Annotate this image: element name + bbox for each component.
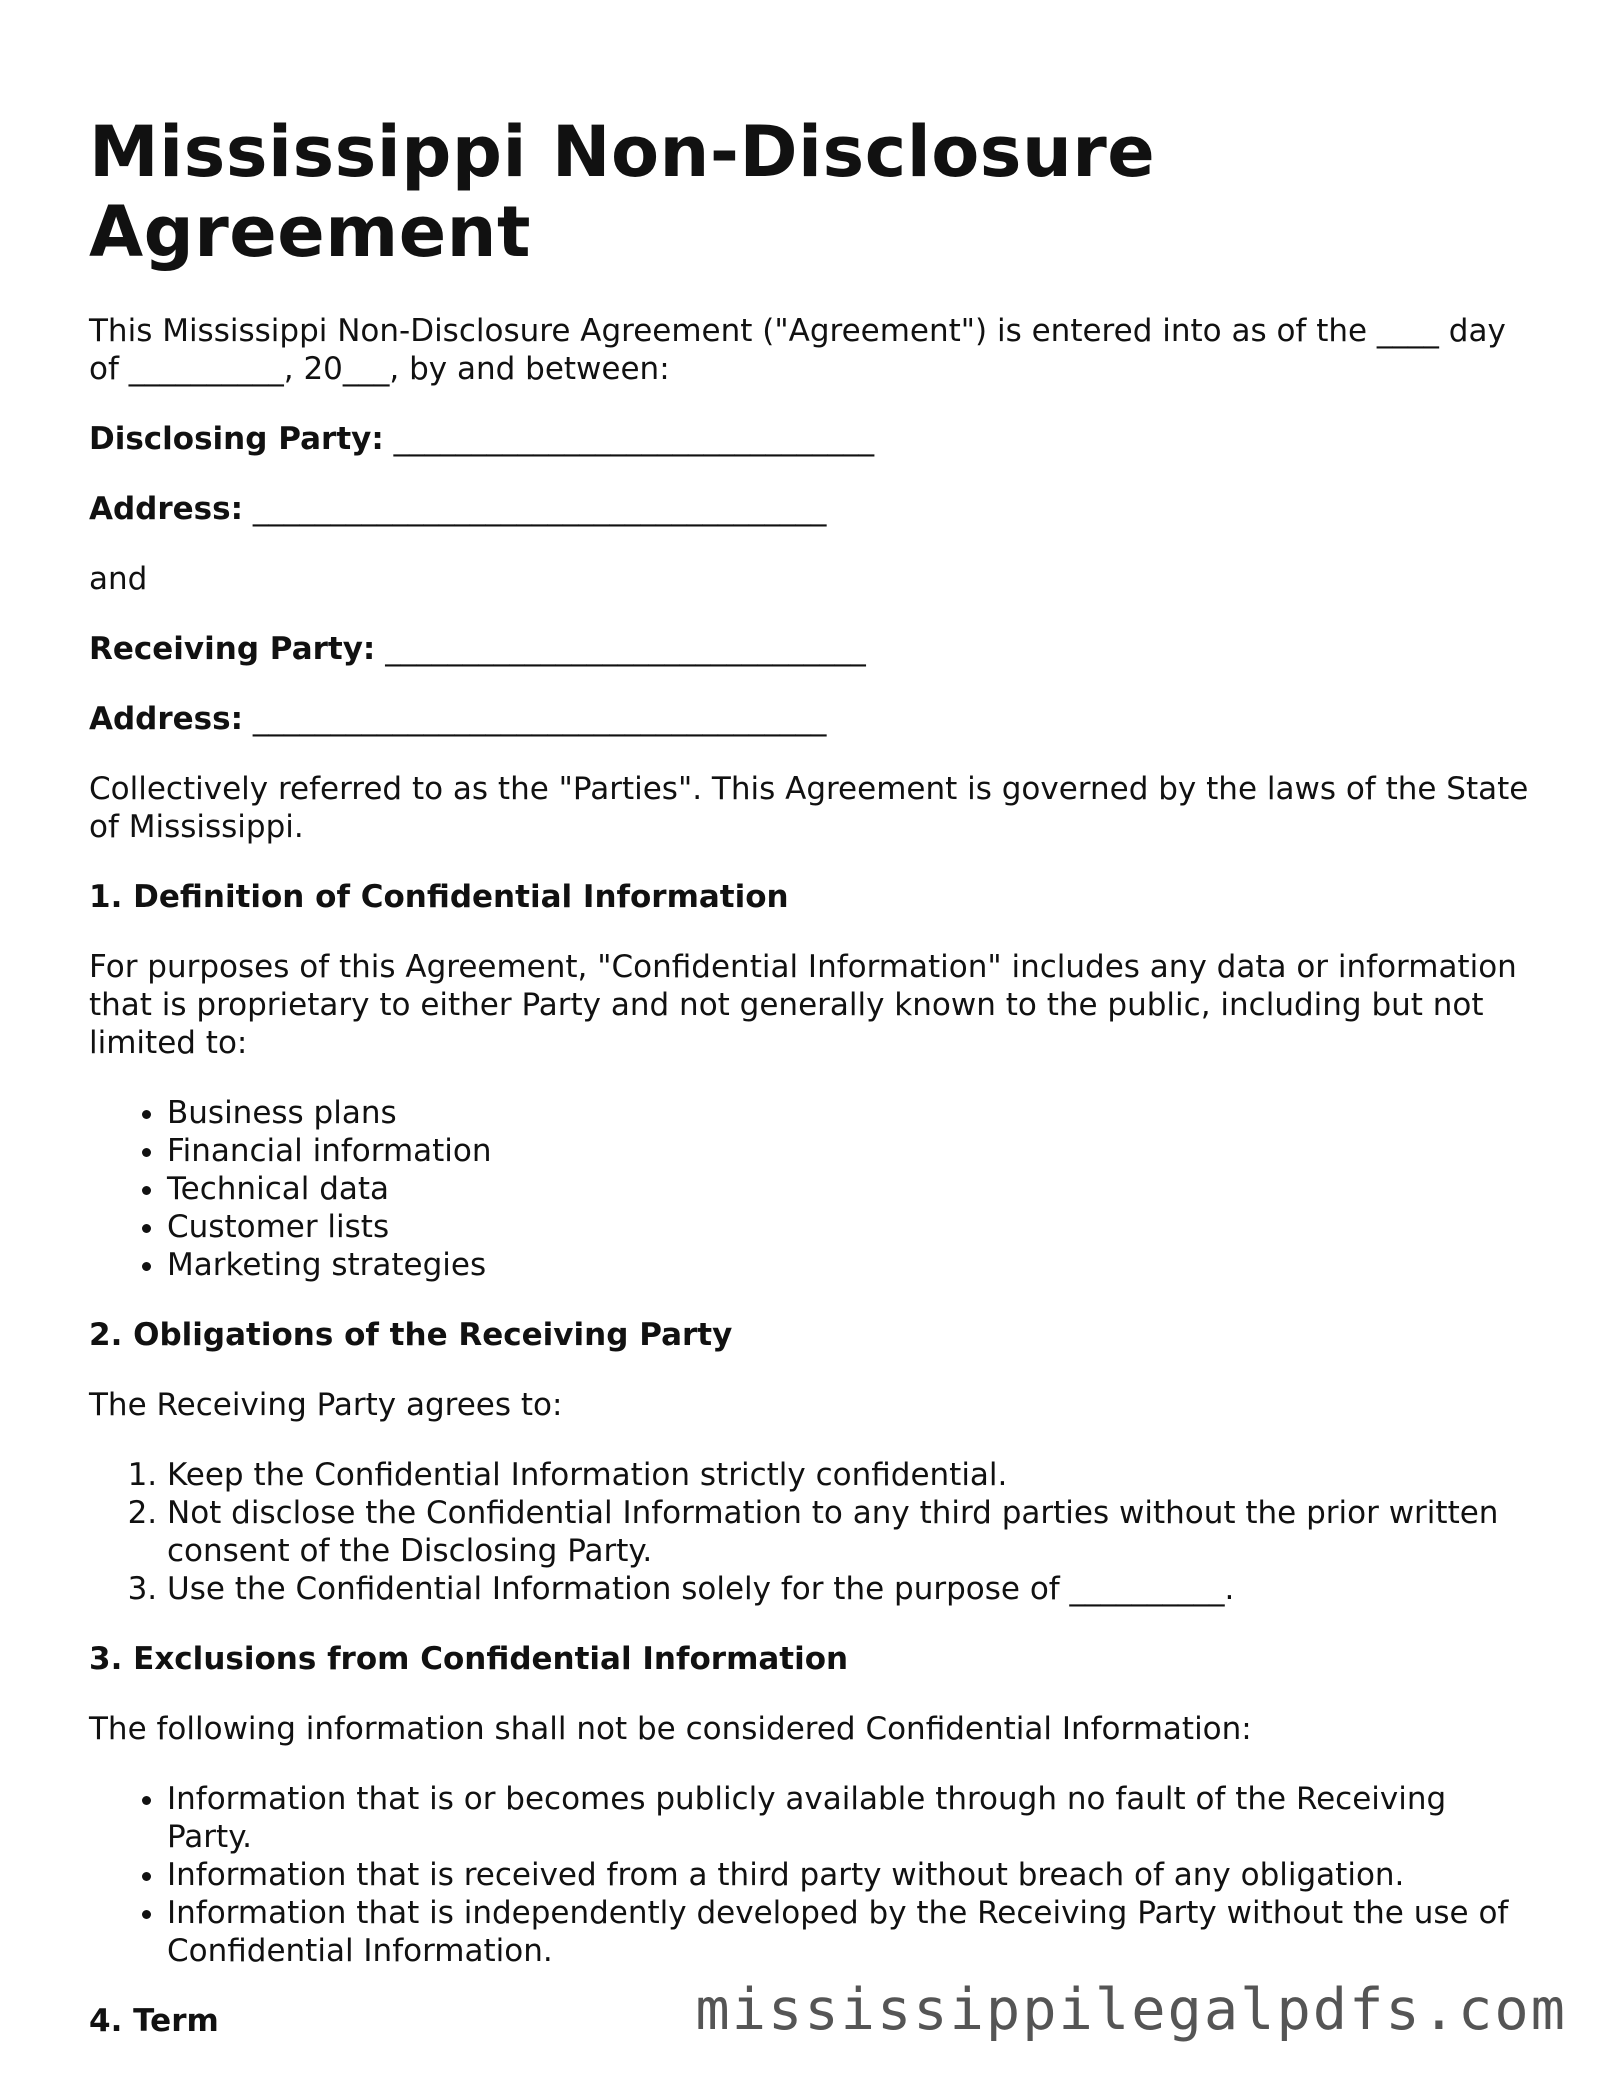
disclosing-party-label: Disclosing Party: bbox=[89, 421, 384, 457]
document-page bbox=[89, 112, 1539, 2072]
disclosing-party-blank: _______________________________ bbox=[393, 421, 875, 457]
list-item: • Information that is received from a third party without breach of any obligation. bbox=[167, 1856, 1539, 1894]
disclosing-address-blank: _____________________________________ bbox=[252, 491, 827, 527]
and-text: and bbox=[89, 561, 148, 597]
disclosing-party-field bbox=[89, 420, 1539, 458]
intro-paragraph: This Mississippi Non-Disclosure Agreement ("Agreement") is entered into as of the ____ day of __________, 20___, by and between: bbox=[89, 313, 1506, 387]
site-watermark: mississippilegalpdfs.com bbox=[695, 1977, 1567, 2043]
section-heading-exclusions: 3. Exclusions from Confidential Information bbox=[89, 1641, 849, 1677]
list-item: • Information that is independently developed by the Receiving Party without the use of Confidential Information. bbox=[167, 1894, 1539, 1970]
receiving-address-label: Address: bbox=[89, 701, 243, 737]
confidential-info-list bbox=[89, 1094, 1539, 1284]
list-item: • Business plans bbox=[167, 1094, 1539, 1132]
disclosing-address-field bbox=[89, 490, 1539, 528]
section-heading-obligations: 2. Obligations of the Receiving Party bbox=[89, 1317, 733, 1353]
disclosing-address-label: Address: bbox=[89, 491, 243, 527]
list-item: • Marketing strategies bbox=[167, 1246, 1539, 1284]
document-title: Mississippi Non-Disclosure Agreement bbox=[89, 111, 1156, 273]
section-heading-term: 4. Term bbox=[89, 2003, 219, 2039]
receiving-address-field bbox=[89, 700, 1539, 738]
list-item: 3. Use the Confidential Information solely for the purpose of __________. bbox=[167, 1570, 1539, 1608]
receiving-address-blank: _____________________________________ bbox=[252, 701, 827, 737]
receiving-party-field bbox=[89, 630, 1539, 668]
list-item: • Information that is or becomes publicly available through no fault of the Receiving Party. bbox=[167, 1780, 1539, 1856]
section-body-exclusions: The following information shall not be considered Confidential Information: bbox=[89, 1711, 1252, 1747]
list-item: • Technical data bbox=[167, 1170, 1539, 1208]
receiving-party-blank: _______________________________ bbox=[385, 631, 866, 667]
list-item: • Customer lists bbox=[167, 1208, 1539, 1246]
receiving-party-label: Receiving Party: bbox=[89, 631, 376, 667]
list-item: • Financial information bbox=[167, 1132, 1539, 1170]
list-item: 2. Not disclose the Confidential Information to any third parties without the prior written consent of the Disclosing Party. bbox=[167, 1494, 1539, 1570]
section-body-obligations: The Receiving Party agrees to: bbox=[89, 1387, 563, 1423]
section-body-definition: For purposes of this Agreement, "Confidential Information" includes any data or information that is proprietary to either Party and not generally known to the public, including but not limited to: bbox=[89, 949, 1517, 1061]
obligations-list bbox=[89, 1456, 1539, 1608]
exclusions-list bbox=[89, 1780, 1539, 1970]
collective-paragraph: Collectively referred to as the "Parties". This Agreement is governed by the laws of the State of Mississippi. bbox=[89, 771, 1529, 845]
list-item: 1. Keep the Confidential Information strictly confidential. bbox=[167, 1456, 1539, 1494]
section-heading-definition: 1. Definition of Confidential Information bbox=[89, 879, 789, 915]
